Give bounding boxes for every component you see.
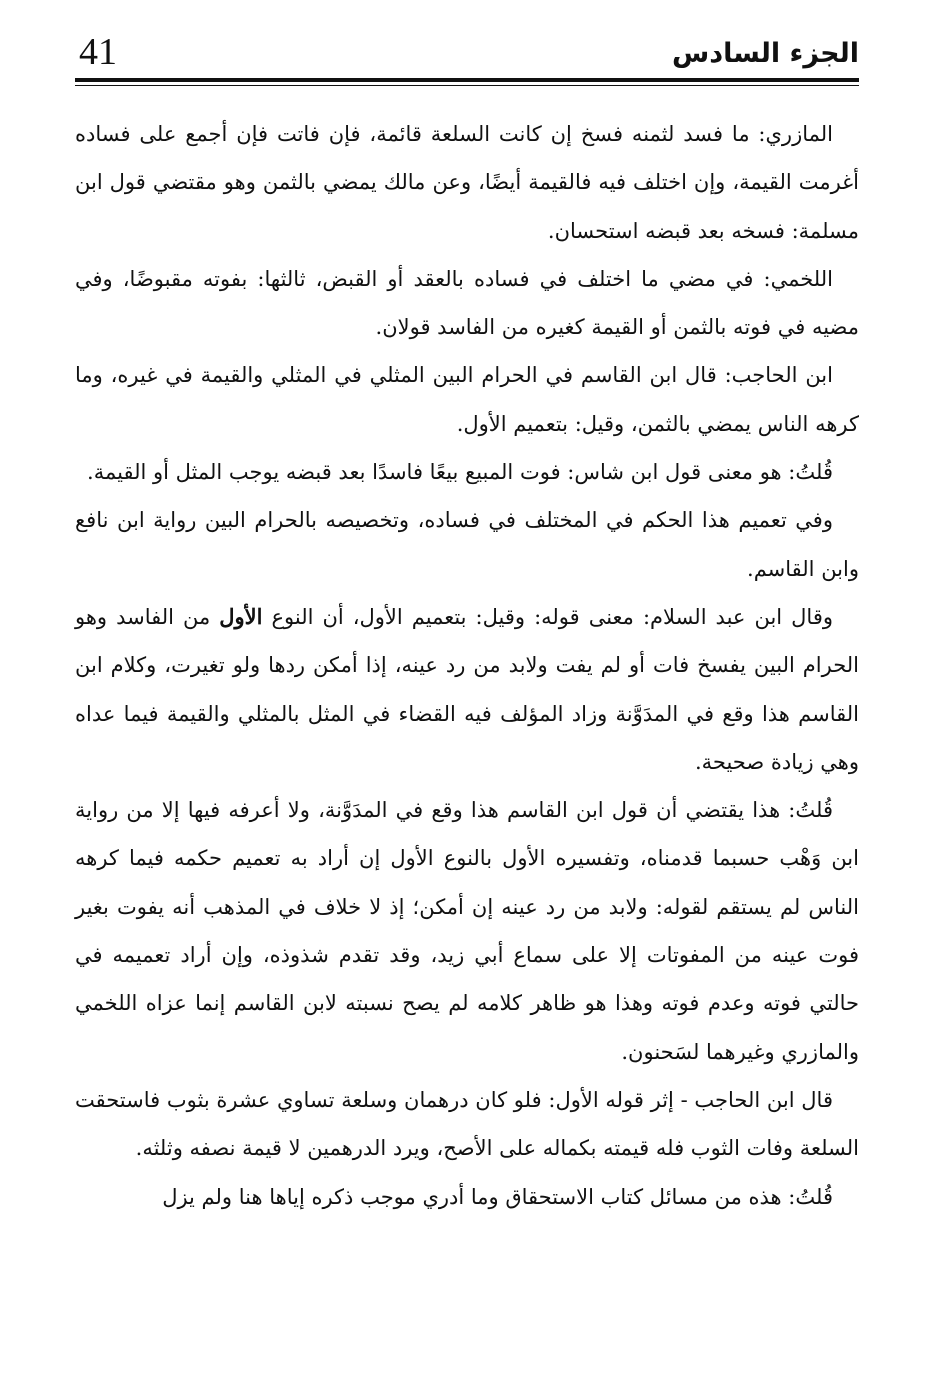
paragraph-ibn-hajib: ابن الحاجب: قال ابن القاسم في الحرام البين المثلي في المثلي والقيمة في غيره، وما كرهه الناس يمضي بالثمن، وقيل: بتعميم الأول. [75, 363, 859, 436]
paragraph-qultu-1: قُلتُ: هو معنى قول ابن شاس: فوت المبيع بيعًا فاسدًا بعد قبضه يوجب المثل أو القيمة. [87, 460, 833, 485]
paragraph-ibn-abd-salam [75, 593, 859, 786]
bold-term: الأول [219, 603, 263, 629]
page-body [75, 110, 859, 1221]
page-number: 41 [79, 31, 117, 73]
running-title: الجزء السادس [672, 38, 859, 69]
paragraph-lakhmi: اللخمي: في مضي ما اختلف في فساده بالعقد أو القبض، ثالثها: بفوته مقبوضًا، وفي مضيه في فوته بالثمن أو القيمة كغيره من الفاسد قولان. [75, 266, 859, 340]
paragraph-text-before: وقال ابن عبد السلام: معنى قوله: وقيل: بتعميم الأول، أن النوع [262, 604, 833, 629]
paragraph-mazari: المازري: ما فسد لثمنه فسخ إن كانت السلعة قائمة، فإن فاتت فإن أجمع على فساده أغرمت القيمة، وإن اختلف فيه فالقيمة أيضًا، وعن مالك يمضي بالثمن وهو مقتضي قول ابن مسلمة: فسخه بعد قبضه استحسان. [75, 122, 859, 243]
paragraph-qultu-2: قُلتُ: هذا يقتضي أن قول ابن القاسم هذا وقع في المدَوَّنة، ولا أعرفه فيها إلا من رواية ابن وَهْب حسبما قدمناه، وتفسيره الأول بالنوع الأول إن أراد به تعميم حكمه فيما كرهه الناس لم يستقم لقوله: ولابد من رد عينه إن أمكن؛ إذ لا خلاف في المذهب أنه يفوت بغير فوت عينه من المفوتات إلا على سماع أبي زيد، وقد تقدم شذوذه، وإن أراد تعميمه في حالتي فوته وعدم فوته وهذا هو ظاهر كلامه لم يصح نسبته لابن القاسم إنما عزاه اللخمي والمازري وغيرهما لسَحنون. [75, 798, 859, 1064]
paragraph-ibn-hajib-2: قال ابن الحاجب - إثر قوله الأول: فلو كان درهمان وسلعة تساوي عشرة بثوب فاستحقت السلعة وفات الثوب فله قيمته بكماله على الأصح، ويرد الدرهمين لا قيمة نصفه وثلثه. [75, 1087, 859, 1161]
page-header [75, 22, 859, 84]
header-rule-thin [75, 85, 859, 86]
paragraph-tamim: وفي تعميم هذا الحكم في المختلف في فساده، وتخصيصه بالحرام البين رواية ابن نافع وابن القاسم. [75, 508, 859, 581]
paragraph-text-after: من الفاسد وهو الحرام البين يفسخ فات أو لم يفت ولابد من رد عينه، إذا أمكن ردها ولو تغيرت، وكلام ابن القاسم هذا وقع في المدَوَّنة وزاد المؤلف فيه القضاء في المثل بالمثلي والقيمة فيما عداه وهي زيادة صحيحة. [75, 604, 859, 774]
paragraph-qultu-3: قُلتُ: هذه من مسائل كتاب الاستحقاق وما أدري موجب ذكره إياها هنا ولم يزل [162, 1184, 833, 1209]
header-rule-thick [75, 78, 859, 82]
